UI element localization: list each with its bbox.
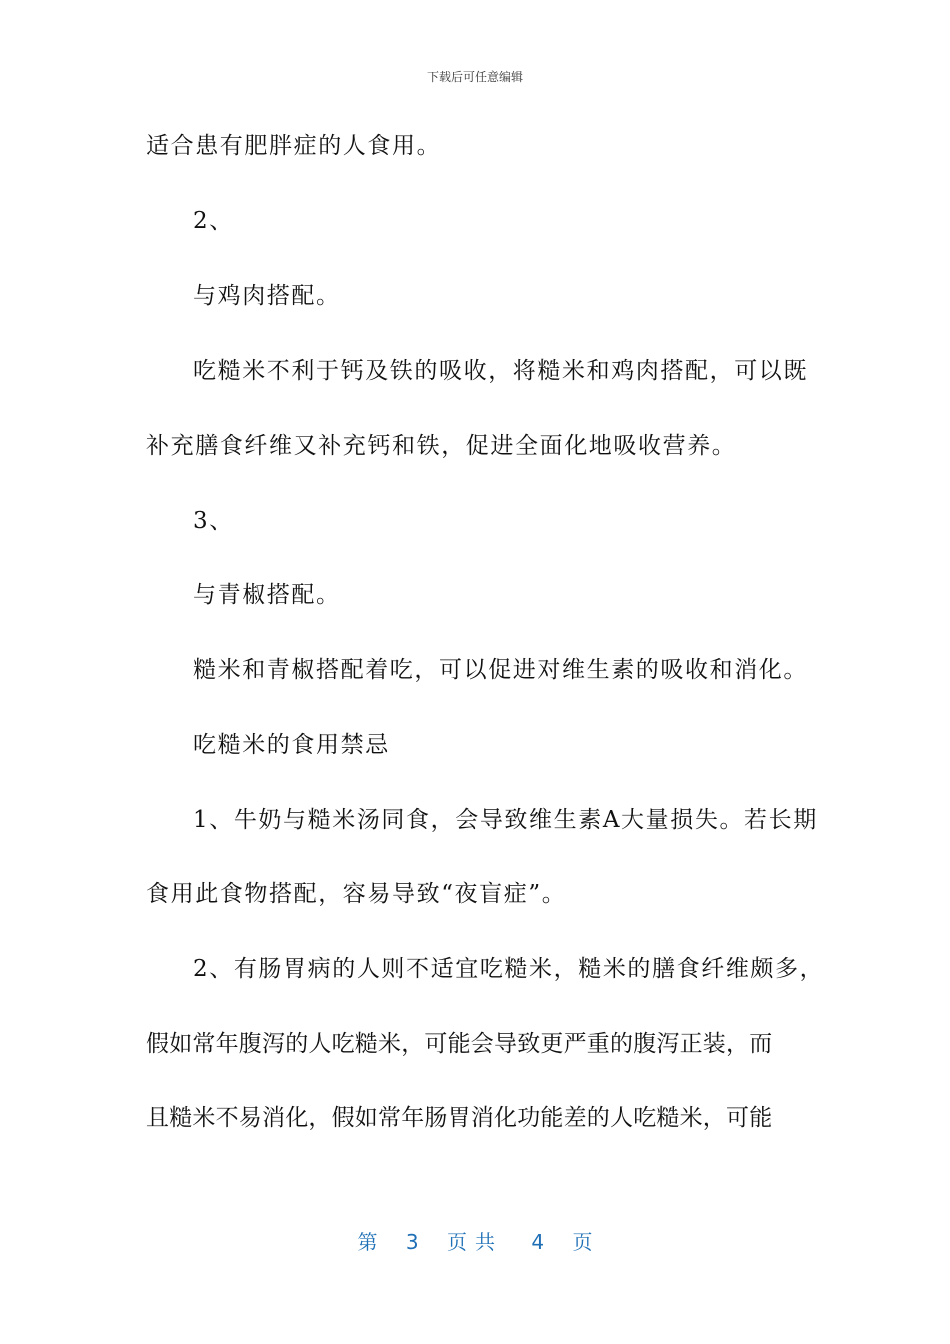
text-line-2: 2、 bbox=[193, 208, 234, 234]
text-line-13: 假如常年腹泻的人吃糙米，可能会导致更严重的腹泻正装，而 bbox=[146, 1031, 773, 1057]
text-line-3: 与鸡肉搭配。 bbox=[193, 283, 341, 309]
text-line-5: 补充膳食纤维又补充钙和铁，促进全面化地吸收营养。 bbox=[146, 433, 737, 459]
text-line-7: 与青椒搭配。 bbox=[193, 582, 341, 608]
text-line-9: 吃糙米的食用禁忌 bbox=[193, 732, 390, 758]
text-line-4: 吃糙米不利于钙及铁的吸收，将糙米和鸡肉搭配，可以既 bbox=[193, 358, 808, 384]
footer-total-pages: 4 bbox=[531, 1230, 545, 1254]
text-line-6: 3、 bbox=[193, 508, 234, 534]
footer-prefix: 第 bbox=[357, 1230, 378, 1254]
footer-middle: 页共 bbox=[447, 1230, 503, 1254]
text-line-14: 且糙米不易消化，假如常年肠胃消化功能差的人吃糙米，可能 bbox=[146, 1105, 773, 1131]
text-line-1: 适合患有肥胖症的人食用。 bbox=[146, 133, 442, 159]
text-line-11: 食用此食物搭配，容易导致“夜盲症”。 bbox=[146, 881, 567, 907]
footer-suffix: 页 bbox=[572, 1230, 593, 1254]
header-note: 下载后可任意编辑 bbox=[426, 70, 523, 84]
text-line-8: 糙米和青椒搭配着吃，可以促进对维生素的吸收和消化。 bbox=[193, 657, 808, 683]
text-line-12: 2、有肠胃病的人则不适宜吃糙米，糙米的膳食纤维颇多， bbox=[193, 956, 825, 982]
page-number-footer bbox=[0, 1226, 950, 1255]
footer-current-page: 3 bbox=[405, 1230, 419, 1254]
text-line-10: 1、牛奶与糙米汤同食，会导致维生素A大量损失。若长期 bbox=[193, 807, 818, 833]
